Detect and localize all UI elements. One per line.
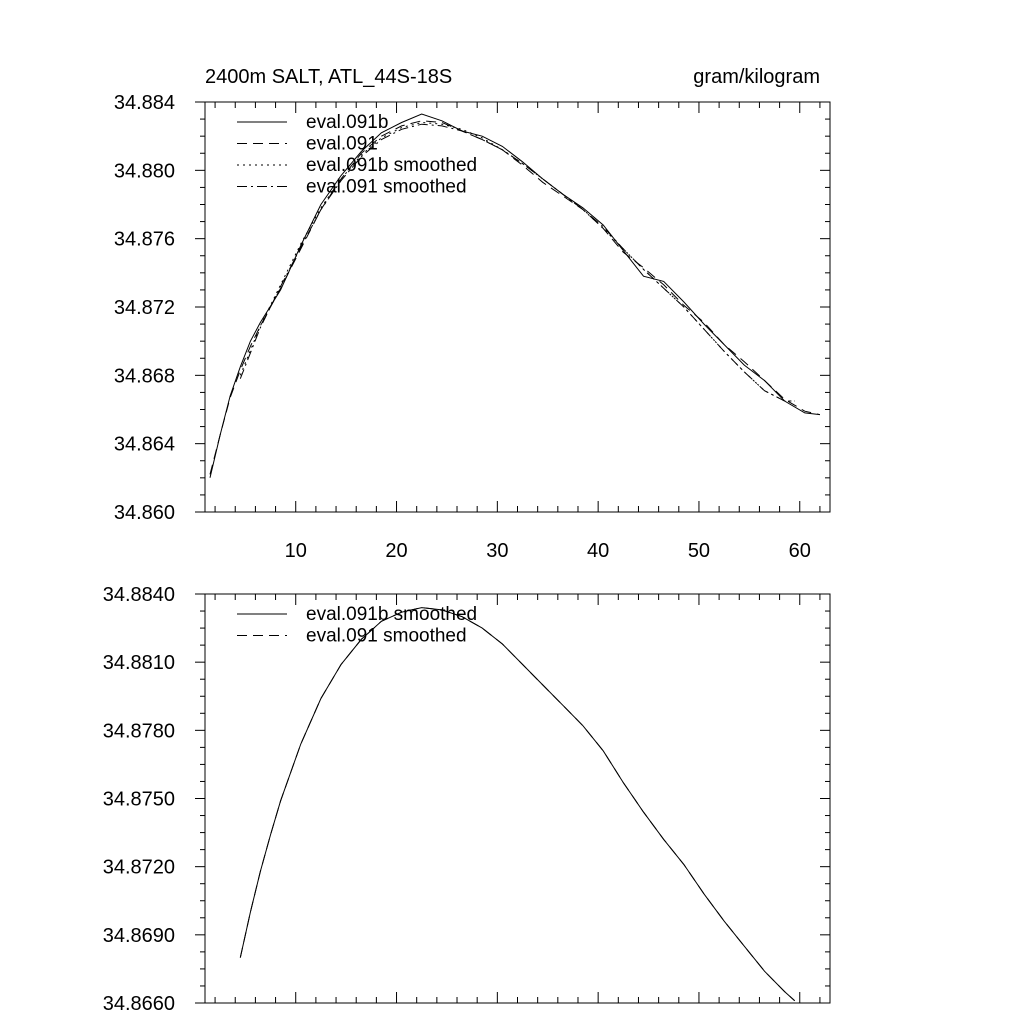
top-x-tick-label: 40 bbox=[587, 540, 610, 562]
top-plot-frame bbox=[205, 102, 830, 512]
bottom-y-tick-label: 34.8840 bbox=[102, 584, 175, 606]
bottom-smoothed-panel bbox=[103, 584, 830, 1015]
top-x-tick-label: 20 bbox=[385, 540, 408, 562]
top-series-line-0 bbox=[210, 114, 820, 478]
chart-title: 2400m SALT, ATL_44S-18S bbox=[205, 66, 453, 88]
bottom-y-tick-label: 34.8720 bbox=[102, 856, 175, 879]
top-legend-label-3: eval.091 smoothed bbox=[306, 176, 467, 198]
top-legend-label-0: eval.091b bbox=[306, 112, 389, 133]
top-legend-label-2: eval.091b smoothed bbox=[306, 155, 478, 176]
bottom-series-line-0 bbox=[240, 608, 794, 1001]
units-label: gram/kilogram bbox=[693, 66, 820, 88]
bottom-legend-label-0: eval.091b smoothed bbox=[306, 604, 478, 625]
top-y-tick-label: 34.880 bbox=[113, 160, 175, 183]
bottom-y-tick-label: 34.8780 bbox=[102, 720, 175, 743]
top-y-tick-label: 34.860 bbox=[113, 502, 175, 524]
top-x-tick-label: 50 bbox=[687, 540, 711, 562]
top-y-tick-label: 34.872 bbox=[113, 297, 175, 319]
top-x-tick-label: 60 bbox=[788, 540, 811, 562]
bottom-y-tick-label: 34.8690 bbox=[102, 924, 175, 947]
bottom-y-tick-label: 34.8660 bbox=[102, 993, 175, 1015]
bottom-legend-label-1: eval.091 smoothed bbox=[306, 625, 467, 647]
top-series-line-1 bbox=[210, 121, 820, 475]
bottom-series-line-1 bbox=[240, 608, 794, 1001]
bottom-y-tick-label: 34.8810 bbox=[102, 652, 175, 675]
top-y-tick-label: 34.884 bbox=[113, 92, 175, 114]
top-legend-label-1: eval.091 bbox=[306, 133, 378, 155]
top-x-tick-label: 10 bbox=[284, 540, 307, 562]
top-y-tick-label: 34.864 bbox=[113, 433, 175, 456]
top-salt-panel bbox=[114, 66, 830, 562]
top-y-tick-label: 34.868 bbox=[113, 365, 175, 388]
bottom-y-tick-label: 34.8750 bbox=[102, 788, 175, 811]
bottom-plot-frame bbox=[205, 594, 830, 1003]
top-x-tick-label: 30 bbox=[486, 540, 509, 562]
top-y-tick-label: 34.876 bbox=[113, 228, 175, 251]
